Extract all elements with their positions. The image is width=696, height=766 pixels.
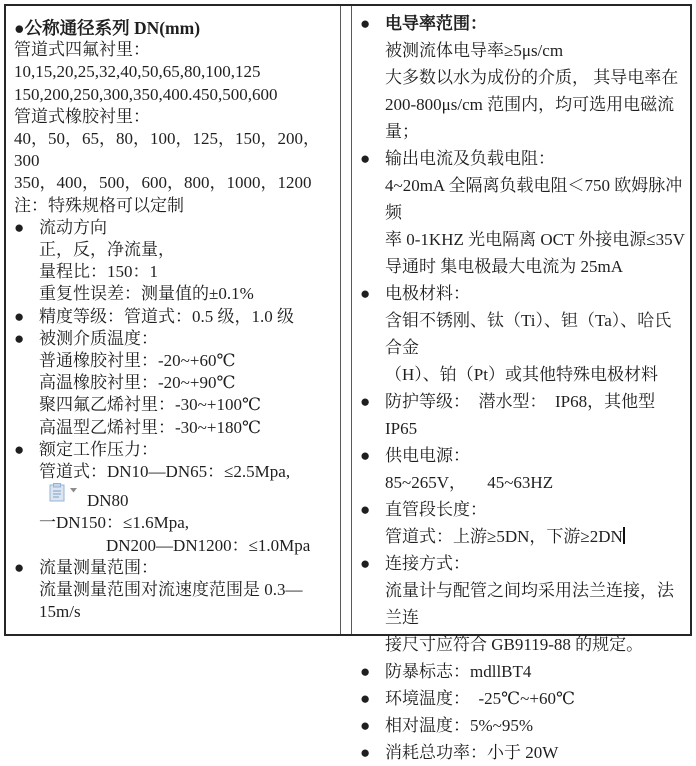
spec-table xyxy=(4,4,692,762)
spec-text: 普通橡胶衬里：-20~+60℃ xyxy=(39,351,236,371)
spec-line xyxy=(14,557,336,579)
bullet-icon: ● xyxy=(360,392,371,411)
spec-line xyxy=(14,461,336,512)
spec-text: 被测介质温度： xyxy=(39,328,158,348)
bullet-icon: ● xyxy=(14,557,25,577)
spec-line xyxy=(360,10,686,37)
right-column xyxy=(351,6,690,762)
spec-line xyxy=(360,523,686,550)
spec-text: 流量测量范围： xyxy=(39,557,158,577)
spec-line xyxy=(360,631,686,658)
left-column xyxy=(6,6,341,634)
bullet-icon: ● xyxy=(360,446,371,465)
bullet-icon: ● xyxy=(14,328,25,348)
spec-line xyxy=(14,261,336,283)
bullet-icon: ● xyxy=(360,500,371,519)
spec-line xyxy=(360,280,686,307)
spec-text: 电极材料： xyxy=(385,284,470,303)
spec-text: 150,200,250,300,350,400.450,500,600 xyxy=(14,84,278,104)
spec-text: 注：特殊规格可以定制 xyxy=(14,195,184,215)
spec-text: 环境温度： -25℃~+60℃ xyxy=(385,689,575,708)
spec-line xyxy=(360,91,686,145)
spec-text: 相对温度：5%~95% xyxy=(385,716,534,735)
spec-text: 10,15,20,25,32,40,50,65,80,100,125 xyxy=(14,62,261,82)
spec-text: 接尺寸应符合 GB9119-88 的规定。 xyxy=(385,635,644,654)
spec-text: 流量计与配管之间均采用法兰连接，法兰连 xyxy=(385,581,674,627)
spec-line xyxy=(360,496,686,523)
spec-line xyxy=(360,145,686,172)
bullet-icon: ● xyxy=(360,662,371,681)
bullet-icon: ● xyxy=(360,284,371,303)
bullet-icon: ● xyxy=(360,149,371,168)
spec-text: 导通时 集电极最大电流为 25mA xyxy=(385,257,623,276)
spec-text: 大多数以水为成份的介质， 其导电率在 xyxy=(385,68,679,87)
spec-line xyxy=(14,39,336,61)
spec-line xyxy=(360,388,686,442)
spec-text: 正，反，净流量， xyxy=(39,240,175,260)
spec-text: 精度等级：管道式：0.5 级，1.0 级 xyxy=(39,306,294,326)
spec-line xyxy=(14,172,336,194)
bullet-icon: ● xyxy=(360,743,371,762)
spec-text: 350，400，500，600，800，1000，1200 xyxy=(14,173,312,193)
spec-line xyxy=(360,442,686,469)
spec-line xyxy=(360,361,686,388)
spec-text: 含钼不锈刚、钛（Ti）、钽（Ta）、哈氏合金 xyxy=(385,311,672,357)
spec-line xyxy=(360,469,686,496)
spec-text: 连接方式： xyxy=(385,554,470,573)
spec-text: （H）、铂（Pt）或其他特殊电极材料 xyxy=(385,365,658,384)
spec-text: 被测流体电导率≥5μs/cm xyxy=(385,41,564,60)
spec-line xyxy=(360,172,686,226)
spec-line xyxy=(14,17,336,39)
column-divider-gap xyxy=(341,6,351,634)
spec-line xyxy=(14,61,336,83)
bullet-icon: ● xyxy=(360,689,371,708)
spec-line xyxy=(14,512,336,534)
spec-line xyxy=(14,394,336,416)
spec-line xyxy=(360,253,686,280)
spec-text: 输出电流及负载电阻： xyxy=(385,149,555,168)
spec-line xyxy=(360,550,686,577)
spec-text: ●公称通径系列 DN(mm) xyxy=(14,18,201,38)
spec-text: 管道式：上游≥5DN，下游≥2DN xyxy=(385,527,623,546)
spec-text: 85~265V， 45~63HZ xyxy=(385,473,554,492)
spec-line xyxy=(14,217,336,239)
text-caret xyxy=(623,527,625,544)
spec-text: 200-800μs/cm 范围内，均可选用电磁流量； xyxy=(385,95,675,141)
spec-text: 电导率范围： xyxy=(385,14,487,33)
spec-text: 重复性误差：测量值的±0.1% xyxy=(39,284,254,304)
spec-text: 流动方向 xyxy=(39,217,107,237)
spec-line xyxy=(360,64,686,91)
spec-text: 供电电源： xyxy=(385,446,470,465)
spec-text: 消耗总功率：小于 20W xyxy=(385,743,559,762)
spec-text: 防暴标志：mdllBT4 xyxy=(385,662,532,681)
spec-line xyxy=(360,712,686,739)
spec-line xyxy=(14,195,336,217)
bullet-icon: ● xyxy=(360,14,371,33)
spec-text: 高温型乙烯衬里：-30~+180℃ xyxy=(39,417,261,437)
paste-options-icon[interactable] xyxy=(49,483,79,502)
spec-line xyxy=(14,84,336,106)
spec-text: 管道式四氟衬里： xyxy=(14,40,150,60)
spec-text: 量程比：150：1 xyxy=(39,262,158,282)
bullet-icon: ● xyxy=(360,716,371,735)
spec-line xyxy=(14,239,336,261)
spec-line xyxy=(360,37,686,64)
bullet-icon: ● xyxy=(14,306,25,326)
spec-text: DN200—DN1200：≤1.0Mpa xyxy=(106,535,311,555)
spec-line xyxy=(360,307,686,361)
spec-text: 管道式：DN10—DN65：≤2.5Mpa, xyxy=(39,462,291,482)
spec-text: 直管段长度： xyxy=(385,500,487,519)
spec-text: 一DN150：≤1.6Mpa, xyxy=(39,513,190,533)
spec-line xyxy=(360,658,686,685)
spec-line xyxy=(14,328,336,350)
spec-line xyxy=(14,350,336,372)
spec-text: 额定工作压力： xyxy=(39,439,158,459)
spec-text: 防护等级： 潜水型： IP68，其他型 IP65 xyxy=(385,392,660,438)
spec-line xyxy=(360,226,686,253)
spec-text: DN80 xyxy=(87,491,129,511)
spec-line xyxy=(14,579,336,623)
spec-line xyxy=(14,535,336,557)
spec-text: 高温橡胶衬里：-20~+90℃ xyxy=(39,373,236,393)
spec-line xyxy=(360,739,686,766)
bullet-icon: ● xyxy=(14,217,25,237)
spec-text: 率 0-1KHZ 光电隔离 OCT 外接电源≤35V xyxy=(385,230,685,249)
spec-line xyxy=(14,372,336,394)
spec-line xyxy=(14,306,336,328)
spec-line xyxy=(360,685,686,712)
spec-text: 40，50，65，80，100，125，150，200，300 xyxy=(14,129,320,171)
bullet-icon: ● xyxy=(14,439,25,459)
spec-text: 聚四氟乙烯衬里：-30~+100℃ xyxy=(39,395,261,415)
spec-text: 4~20mA 全隔离负载电阻＜750 欧姆脉冲频 xyxy=(385,176,683,222)
spec-line xyxy=(360,577,686,631)
spec-text: 流量测量范围对流速度范围是 0.3—15m/s xyxy=(39,580,303,622)
bullet-icon: ● xyxy=(360,554,371,573)
spec-line xyxy=(14,106,336,128)
spec-line xyxy=(14,439,336,461)
spec-text: 管道式橡胶衬里： xyxy=(14,106,150,126)
spec-line xyxy=(14,417,336,439)
spec-line xyxy=(14,283,336,305)
spec-line xyxy=(14,128,336,172)
